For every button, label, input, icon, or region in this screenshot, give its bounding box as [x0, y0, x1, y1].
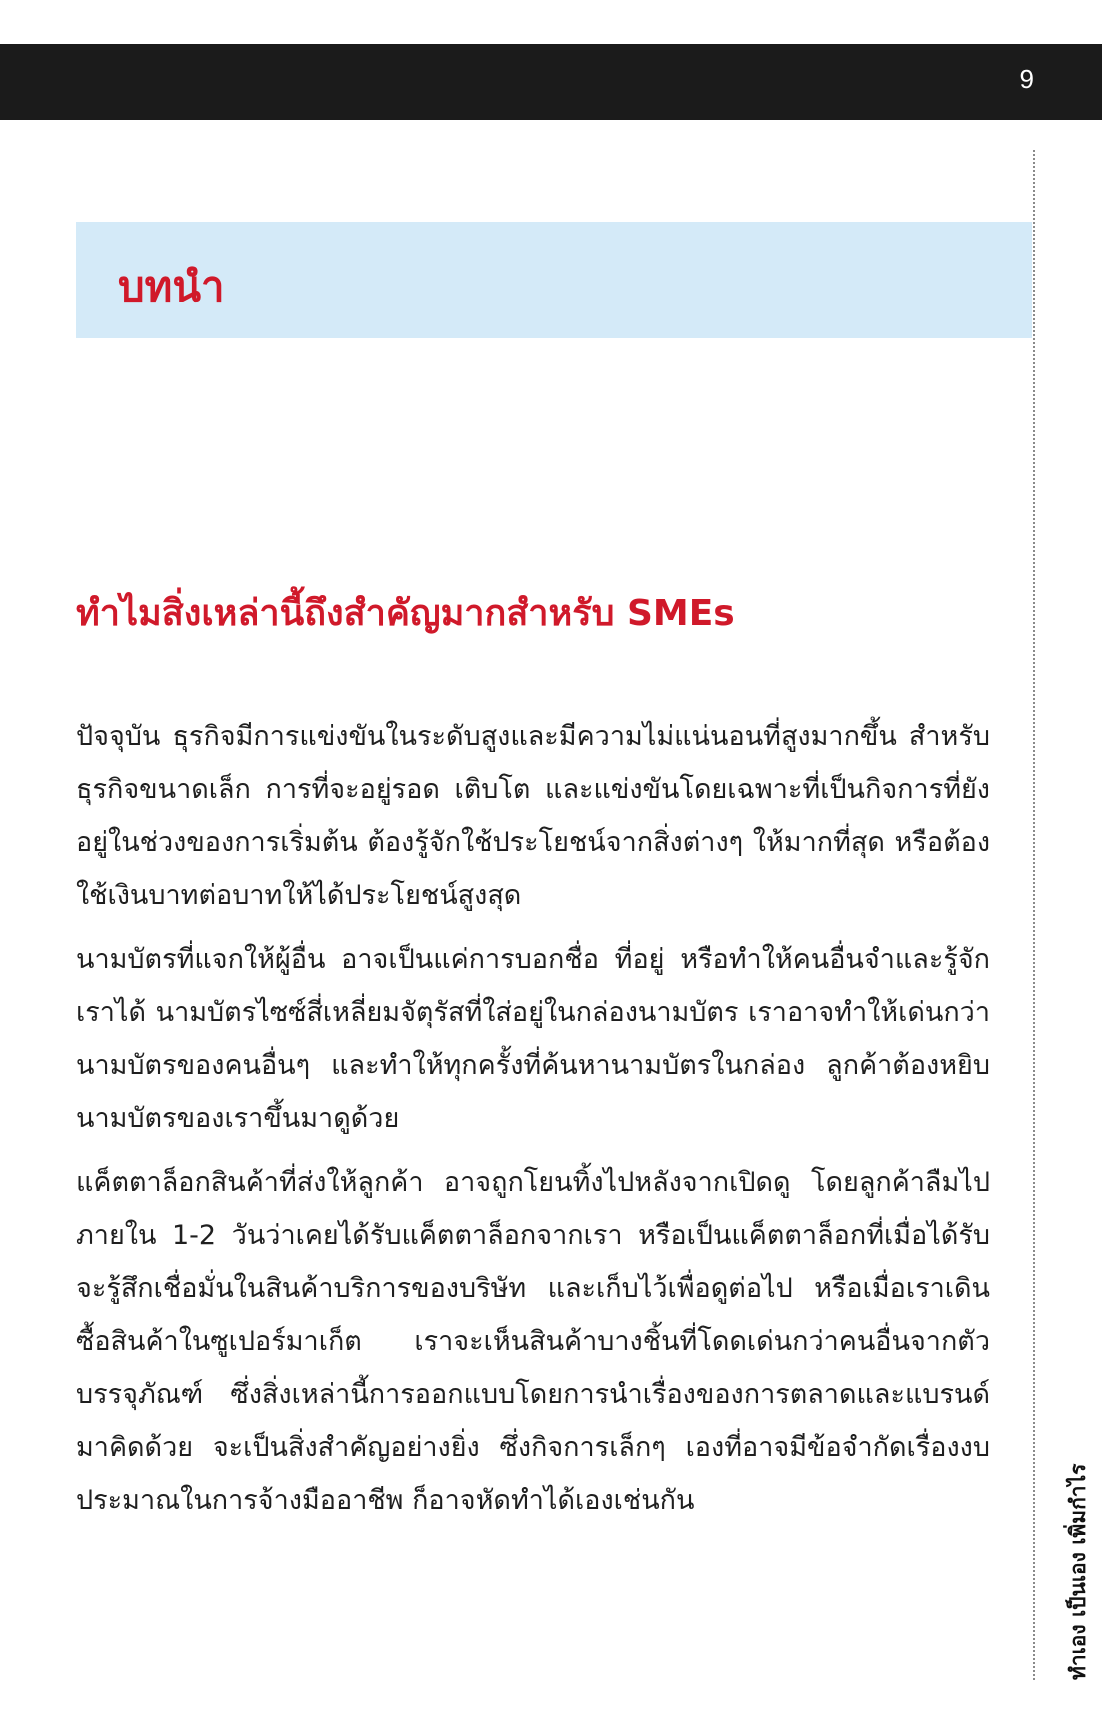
- header-bar: [0, 44, 1102, 120]
- intro-band: [76, 222, 1032, 338]
- margin-dotted-rule: [1033, 150, 1035, 1680]
- paragraph: นามบัตรที่แจกให้ผู้อื่น อาจเป็นแค่การบอกชื่อ ที่อยู่ หรือทำให้คนอื่นจำและรู้จักเราได้ นามบัตรไซซ์สี่เหลี่ยมจัตุรัสที่ใส่อยู่ในกล่องนามบัตร เราอาจทำให้เด่นกว่านามบัตรของคนอื่นๆ และทำให้ทุกครั้งที่ค้นหานามบัตรในกล่อง ลูกค้าต้องหยิบนามบัตรของเราขึ้นมาดูด้วย: [76, 944, 990, 1134]
- page-number: 9: [1019, 64, 1034, 94]
- section-heading: ทำไมสิ่งเหล่านี้ถึงสำคัญมากสำหรับ SMEs: [76, 593, 735, 634]
- paragraph: แค็ตตาล็อกสินค้าที่ส่งให้ลูกค้า อาจถูกโยนทิ้งไปหลังจากเปิดดู โดยลูกค้าลืมไปภายใน 1-2 วันว่าเคยได้รับแค็ตตาล็อกจากเรา หรือเป็นแค็ตตาล็อกที่เมื่อได้รับจะรู้สึกเชื่อมั่นในสินค้าบริการของบริษัท และเก็บไว้เพื่อดูต่อไป หรือเมื่อเราเดินซื้อสินค้าในซูเปอร์มาเก็ต เราจะเห็นสินค้าบางชิ้นที่โดดเด่นกว่าคนอื่นจากตัวบรรจุภัณฑ์ ซึ่งสิ่งเหล่านี้การออกแบบโดยการนำเรื่องของการตลาดและแบรนด์มาคิดด้วย จะเป็นสิ่งสำคัญอย่างยิ่ง ซึ่งกิจการเล็กๆ เองที่อาจมีข้อจำกัดเรื่องงบประมาณในการจ้างมืออาชีพ ก็อาจหัดทำได้เองเช่นกัน: [76, 1167, 990, 1516]
- body-text: [76, 710, 990, 1538]
- side-book-title: ทำเอง เป็นเอง เพิ่มกำไร: [1066, 1463, 1090, 1680]
- paragraph: ปัจจุบัน ธุรกิจมีการแข่งขันในระดับสูงและมีความไม่แน่นอนที่สูงมากขึ้น สำหรับธุรกิจขนาดเล็ก การที่จะอยู่รอด เติบโต และแข่งขันโดยเฉพาะที่เป็นกิจการที่ยังอยู่ในช่วงของการเริ่มต้น ต้องรู้จักใช้ประโยชน์จากสิ่งต่างๆ ให้มากที่สุด หรือต้องใช้เงินบาทต่อบาทให้ได้ประโยชน์สูงสุด: [76, 721, 990, 911]
- chapter-title: บทนำ: [118, 262, 225, 311]
